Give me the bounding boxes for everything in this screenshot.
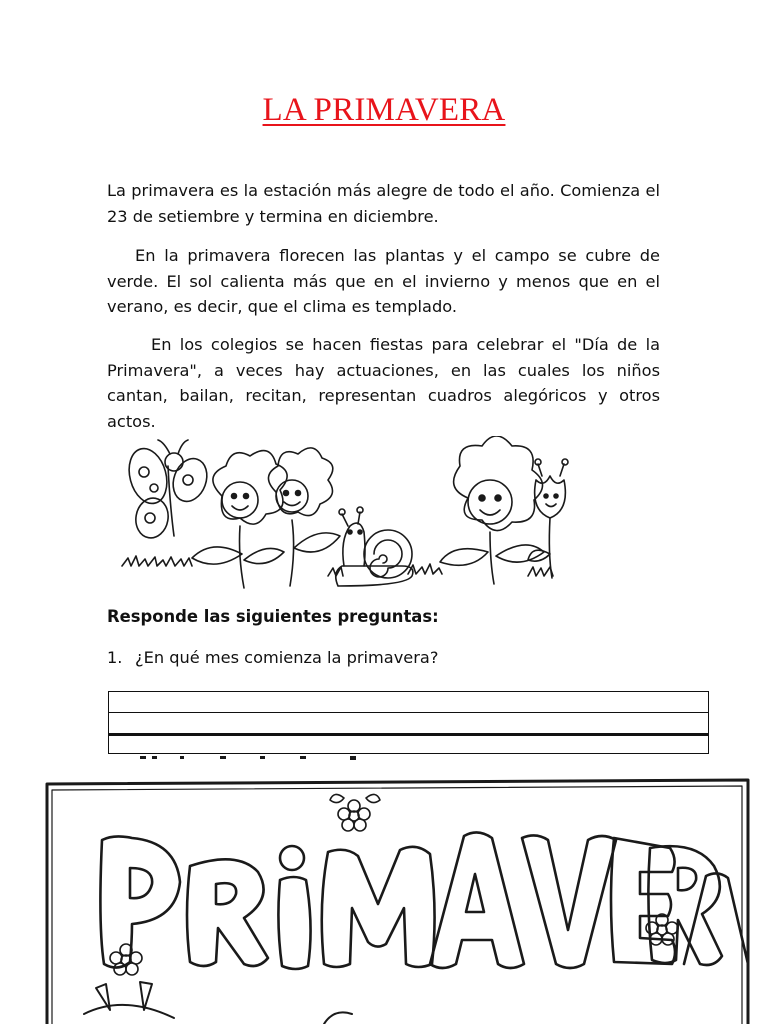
question-item — [107, 648, 438, 667]
answer-line[interactable] — [108, 712, 709, 733]
sun-drawing — [84, 982, 352, 1024]
question-number: 1. — [107, 648, 123, 667]
tulip-drawing — [528, 459, 568, 578]
answer-line[interactable] — [108, 733, 709, 754]
flower-drawing-3 — [440, 436, 544, 584]
cut-off-text-fragment — [140, 756, 380, 762]
questions-heading: Responde las siguientes preguntas: — [107, 607, 439, 626]
paragraph-schools: En los colegios se hacen fiestas para celebrar el "Día de la Primavera", a veces hay actuaciones, en las cuales los niños cantan, bailan, recitan, representan cuadros alegóricos y otros actos. — [107, 335, 660, 431]
flower-drawing-2 — [268, 448, 340, 586]
paragraph-intro: La primavera es la estación más alegre de todo el año. Comienza el 23 de setiembre y termina en diciembre. — [107, 181, 660, 226]
page-title: LA PRIMAVERA — [262, 92, 506, 128]
poster-letters — [100, 832, 748, 969]
primavera-coloring-poster — [44, 778, 752, 1024]
flowers-snail-illustration — [118, 436, 580, 596]
butterfly-drawing — [123, 440, 212, 540]
question-text: ¿En qué mes comienza la primavera? — [135, 648, 439, 667]
snail-drawing — [336, 507, 413, 586]
poster-flowers — [110, 794, 678, 975]
paragraph-nature: En la primavera florecen las plantas y el campo se cubre de verde. El sol calienta más que en el invierno y menos que en el verano, es decir, que el clima es templado. — [107, 246, 660, 316]
answer-line[interactable] — [108, 691, 709, 712]
answer-lines[interactable] — [108, 691, 709, 754]
grass-line — [122, 556, 192, 566]
poster-border — [47, 780, 748, 1024]
